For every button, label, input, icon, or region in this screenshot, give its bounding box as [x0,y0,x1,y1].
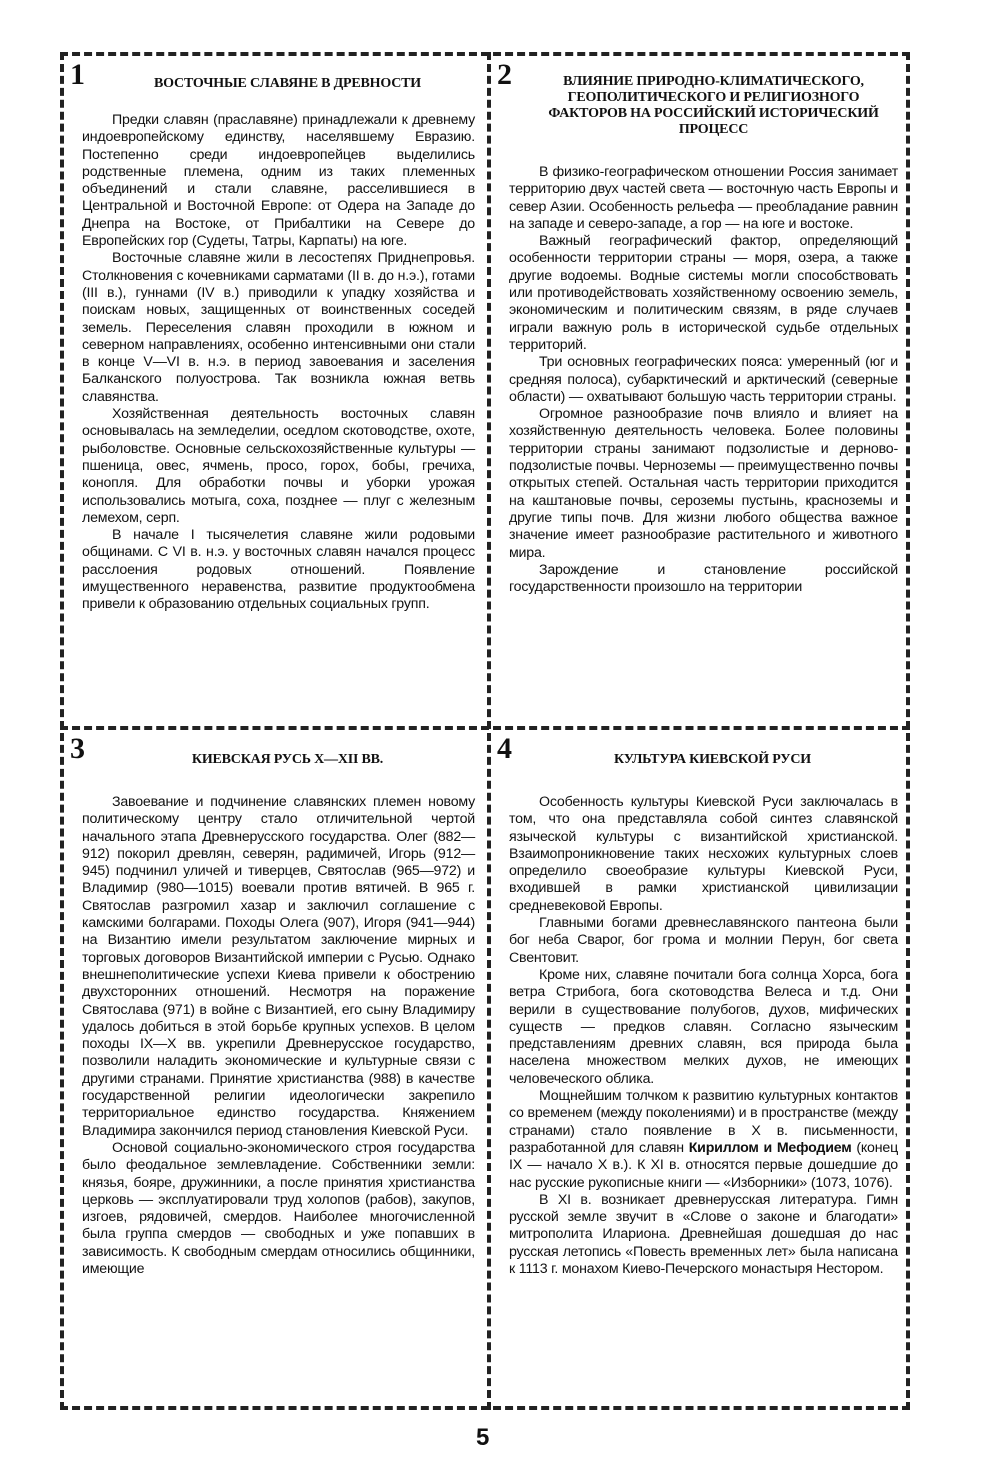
paragraph: Важный географический фактор, определяющий особенности территории страны — моря, озера, а также другие водоемы. Водные системы могли способствовать или противодействовать хозяйственному освоению земель, экономическим и политическим связям, в ряде случаев играли важную роль в исторической судьбе отдельных территорий. [509,233,898,353]
paragraph: В начале I тысячелетия славяне жили родовыми общинами. С VI в. н.э. у восточных славян начался процесс расслоения родовых отношений. Появление имущественного неравенства, развитие продуктообмена привели к образованию отдельных социальных групп. [82,527,475,613]
page-number: 5 [476,1424,490,1451]
paragraph: Восточные славяне жили в лесостепях Приднепровья. Столкновения с кочевниками сарматами (II в. до н.э.), готами (III в.), гуннами (IV в.) приводили к упадку хозяйства и поискам новых, защищенных от воинственных соседей земель. Переселения славян проходили в южном и северном направлениях, особенно интенсивными они стали в конце V—VI в. н.э. в период завоевания и заселения Балканского полуострова. Так возникла южная ветвь славянства. [82,250,475,405]
paragraph: Завоевание и подчинение славянских племен новому политическому центру стало отличительной чертой начального этапа Древнерусского государства. Олег (882—912) покорил древлян, северян, радимичей, Игорь (912—945) подчинил уличей и тиверцев, Святослав (965—972) и Владимир (980—1015) воевали против вятичей. В 965 г. Святослав разгромил хазар и заключил соглашение с камскими болгарами. Походы Олега (907), Игоря (941—944) на Византию имели результатом заключение мирных и торговых договоров Византийской империи с Русью. Однако внешнеполитические успехи Киева привели к обострению двухсторонних отношений. Несмотря на поражение Святослава (971) в войне с Византией, его сыну Владимиру удалось добиться в этой борьбе крупных успехов. В целом походы IX—X вв. укрепили Древнерусское государство, позволили наладить экономические и культурные связи с другими странами. Принятие христианства (988) в качестве государственной религии идеологически закрепило территориальное единство государства. Княжением Владимира закончился период становления Киевской Руси. [82,794,475,1139]
card-1 [64,56,487,726]
paragraph: Три основных географических пояса: умеренный (юг и средняя полоса), субарктический и арктический (северные области) — охватывают большую часть территории страны. [509,354,898,405]
card-3 [64,730,487,1410]
paragraph: Основой социально-экономического строя государства было феодальное землевладение. Собственники земли: князья, бояре, дружинники, а после принятия христианства церковь — эксплуатировали труд холопов (рабов), закупов, изгоев, рядовичей, смердов. Наиболее многочисленной была группа смердов — свободных и уже попавших в зависимость. К свободным смердам относились общинники, имеющие [82,1139,475,1278]
paragraph: Предки славян (праславяне) принадлежали к древнему индоевропейскому единству, населявшему Евразию. Постепенно среди индоевропейцев выделились родственные племена, одним из таких племенных объединений и стали славяне, расселившиеся в Центральной и Восточной Европе: от Одера на Западе до Днепра на Востоке, от Прибалтики на Севере до Европейских гор (Судеты, Татры, Карпаты) на юге. [82,112,475,250]
paragraph [509,1088,898,1192]
paragraph: Огромное разнообразие почв влияло и влияет на хозяйственную деятельность человека. Более половины территории страны занимают подзолистые и дерново-подзолистые почвы. Черноземы — преимущественно почвы открытых степей. Остальная часть территории приходится на каштановые почвы, сероземы пустынь, красноземы и другие типы почв. Для жизни любого общества важное значение имеет разнообразие растительного и животного мира. [509,406,898,561]
card-2 [491,56,910,726]
paragraph: Зарождение и становление российской государственности произошло на территории [509,561,898,596]
card-title: ВОСТОЧНЫЕ СЛАВЯНЕ В ДРЕВНОСТИ [154,76,421,91]
card-number: 1 [70,58,85,91]
card-number: 2 [497,58,512,91]
paragraph: Особенность культуры Киевской Руси заключалась в том, что она представляла собой синтез славянской языческой культуры с византийской христианской. Взаимопроникновение таких несхожих культурных слоев определило своеобразие культуры Киевской Руси, входившей в рамки христианской цивилизации средневековой Европы. [509,794,898,914]
paragraph-text: Мощнейшим толчком к развитию культурных контактов со временем (между поколениями) и в пространстве (между странами) стало появление в X в. письменности, разработанной для славян [509,1088,898,1156]
paragraph: В физико-географическом отношении Россия занимает территорию двух частей света — восточную часть Европы и север Азии. Особенность рельефа — преобладание равнин на западе и северо-западе, а гор — на юге и востоке. [509,164,898,232]
card-title: КУЛЬТУРА КИЕВСКОЙ РУСИ [614,752,811,767]
card-title: КИЕВСКАЯ РУСЬ X—XII ВВ. [191,752,384,767]
bold-names: Кириллом и Мефодием [688,1139,852,1156]
paragraph: Главными богами древнеславянского пантеона были бог неба Сварог, бог грома и молнии Перун, бог света Свентовит. [509,915,898,966]
card-body [491,768,910,1278]
paragraph: В XI в. возникает древнерусская литература. Гимн русской земле звучит в «Слове о законе и благодати» митрополита Илариона. Древнейшая дошедшая до нас русская летопись «Повесть временных лет» была написана к 1113 г. монахом Киево-Печерского монастыря Нестором. [509,1191,898,1278]
card-title: ВЛИЯНИЕ ПРИРОДНО-КЛИМАТИЧЕСКОГО, ГЕОПОЛИТИЧЕСКОГО И РЕЛИГИОЗНОГО ФАКТОРОВ НА РОССИЙСКИЙ ИСТОРИЧЕСКИЙ ПРОЦЕСС [548,74,879,137]
card-number: 3 [70,732,85,765]
card-number: 4 [497,732,512,765]
card-4 [491,730,910,1410]
paragraph-text: (конец IX — начало X в.). К XI в. относятся первые дошедшие до нас русские рукописные книги — «Изборники» (1073, 1076). [509,1139,898,1191]
card-body [64,768,487,1278]
card-body [64,92,487,614]
paragraph: Хозяйственная деятельность восточных славян основывалась на земледелии, оседлом скотоводстве, охоте, рыболовстве. Основные сельскохозяйственные культуры — пшеница, овес, ячмень, просо, горох, бобы, гречиха, конопля. Для обработки почвы и уборки урожая использовались мотыга, соха, позднее — плуг с железным лемехом, серп. [82,406,475,526]
paragraph: Кроме них, славяне почитали бога солнца Хорса, бога ветра Стрибога, бога скотоводства Велеса и т.д. Они верили в существование полубогов, духов, мифических существ — предков славян. Согласно языческим представлениям древних славян, вся природа была населена множеством мелких духов, не имеющих человеческого облика. [509,966,898,1087]
card-body [491,138,910,596]
